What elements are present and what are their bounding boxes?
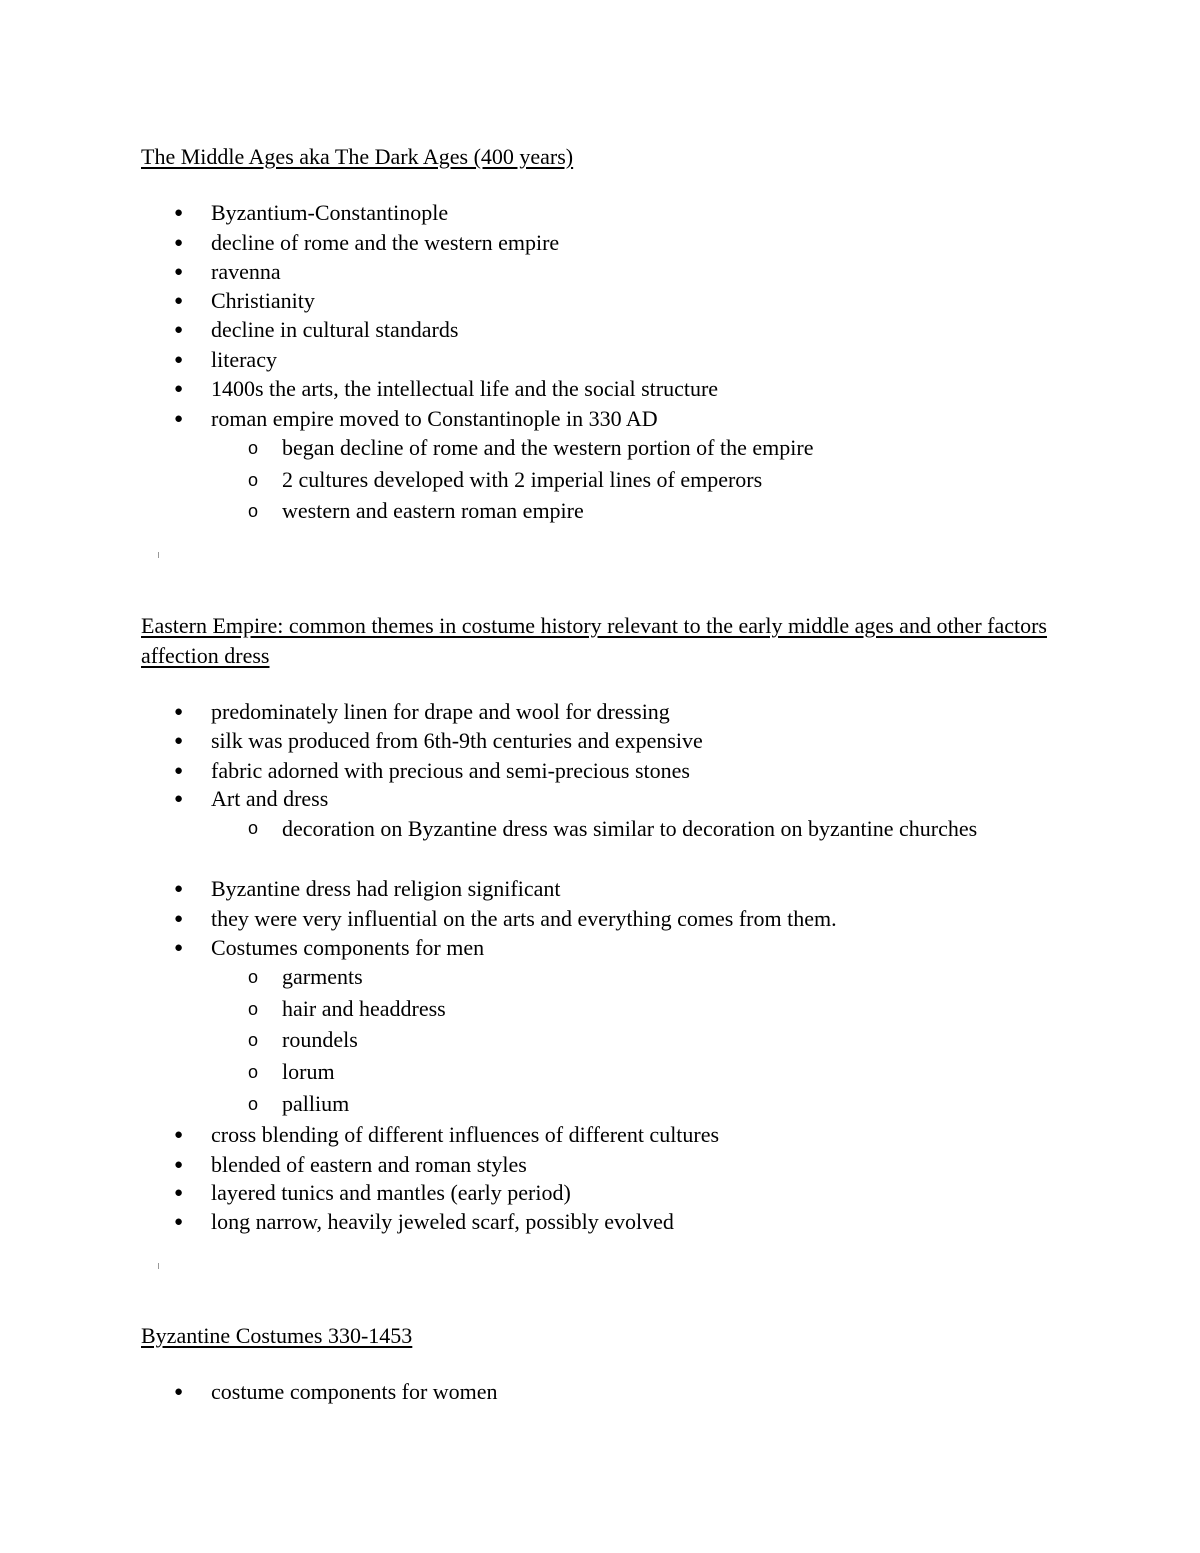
sub-list-item: o roundels	[248, 1027, 358, 1052]
section-heading-byzantine-costumes: Byzantine Costumes 330-1453	[141, 1323, 413, 1348]
circle-bullet-icon: o	[248, 999, 259, 1019]
list-item: ● silk was produced from 6th-9th centuries and expensive	[174, 728, 703, 753]
list-item: ● costume components for women	[174, 1379, 498, 1404]
list-item: ● blended of eastern and roman styles	[174, 1152, 527, 1177]
list-item: ● fabric adorned with precious and semi-precious stones	[174, 758, 690, 783]
section-heading-middle-ages: The Middle Ages aka The Dark Ages (400 years)	[141, 144, 574, 169]
bullet-icon: ●	[174, 411, 184, 427]
list-item: ● literacy	[174, 347, 277, 372]
bullet-icon: ●	[174, 322, 184, 338]
list-item: ● 1400s the arts, the intellectual life and the social structure	[174, 376, 719, 401]
list-item: ● Costumes components for men	[174, 935, 485, 960]
bullet-icon: ●	[174, 704, 184, 720]
list-item: ● Byzantine dress had religion significant	[174, 876, 561, 901]
list-item: ● decline of rome and the western empire	[174, 230, 560, 255]
bullet-icon: ●	[174, 1127, 184, 1143]
sub-list-item: o began decline of rome and the western portion of the empire	[248, 435, 814, 460]
sub-list-item: o garments	[248, 964, 363, 989]
sub-list-item: o decoration on Byzantine dress was similar to decoration on byzantine churches	[248, 816, 978, 841]
circle-bullet-icon: o	[248, 438, 259, 458]
bullet-icon: ●	[174, 881, 184, 897]
list-item: ● Byzantium-Constantinople	[174, 200, 449, 225]
list-item: ● layered tunics and mantles (early period)	[174, 1180, 571, 1205]
list-item: ● Art and dress	[174, 786, 329, 811]
list-item: ● predominately linen for drape and wool for dressing	[174, 699, 670, 724]
list-item: ● long narrow, heavily jeweled scarf, possibly evolved	[174, 1209, 674, 1234]
bullet-icon: ●	[174, 1157, 184, 1173]
list-item: ● cross blending of different influences of different cultures	[174, 1122, 720, 1147]
list-item: ● ravenna	[174, 259, 281, 284]
bullet-icon: ●	[174, 733, 184, 749]
bullet-icon: ●	[174, 264, 184, 280]
list-item: ● roman empire moved to Constantinople in 330 AD	[174, 406, 658, 431]
circle-bullet-icon: o	[248, 1030, 259, 1050]
list-item: ● they were very influential on the arts and everything comes from them.	[174, 906, 837, 931]
list-item: ● Christianity	[174, 288, 315, 313]
section-heading-eastern-empire: Eastern Empire: common themes in costume history relevant to the early middle ages and other factors affection dress	[141, 613, 1047, 668]
circle-bullet-icon: o	[248, 501, 259, 521]
bullet-icon: ●	[174, 1185, 184, 1201]
bullet-icon: ●	[174, 381, 184, 397]
bullet-icon: ●	[174, 791, 184, 807]
circle-bullet-icon: o	[248, 1062, 259, 1082]
sub-list-item: o lorum	[248, 1059, 335, 1084]
circle-bullet-icon: o	[248, 470, 259, 490]
bullet-icon: ●	[174, 763, 184, 779]
sub-list-item: o pallium	[248, 1091, 350, 1116]
circle-bullet-icon: o	[248, 818, 259, 838]
paragraph-mark	[158, 552, 159, 558]
bullet-icon: ●	[174, 1214, 184, 1230]
circle-bullet-icon: o	[248, 967, 259, 987]
circle-bullet-icon: o	[248, 1094, 259, 1114]
sub-list-item: o western and eastern roman empire	[248, 498, 584, 523]
list-item: ● decline in cultural standards	[174, 317, 459, 342]
bullet-icon: ●	[174, 205, 184, 221]
bullet-icon: ●	[174, 940, 184, 956]
bullet-icon: ●	[174, 235, 184, 251]
paragraph-mark	[158, 1263, 159, 1269]
sub-list-item: o hair and headdress	[248, 996, 446, 1021]
bullet-icon: ●	[174, 293, 184, 309]
bullet-icon: ●	[174, 1384, 184, 1400]
bullet-icon: ●	[174, 911, 184, 927]
bullet-icon: ●	[174, 352, 184, 368]
sub-list-item: o 2 cultures developed with 2 imperial lines of emperors	[248, 467, 763, 492]
